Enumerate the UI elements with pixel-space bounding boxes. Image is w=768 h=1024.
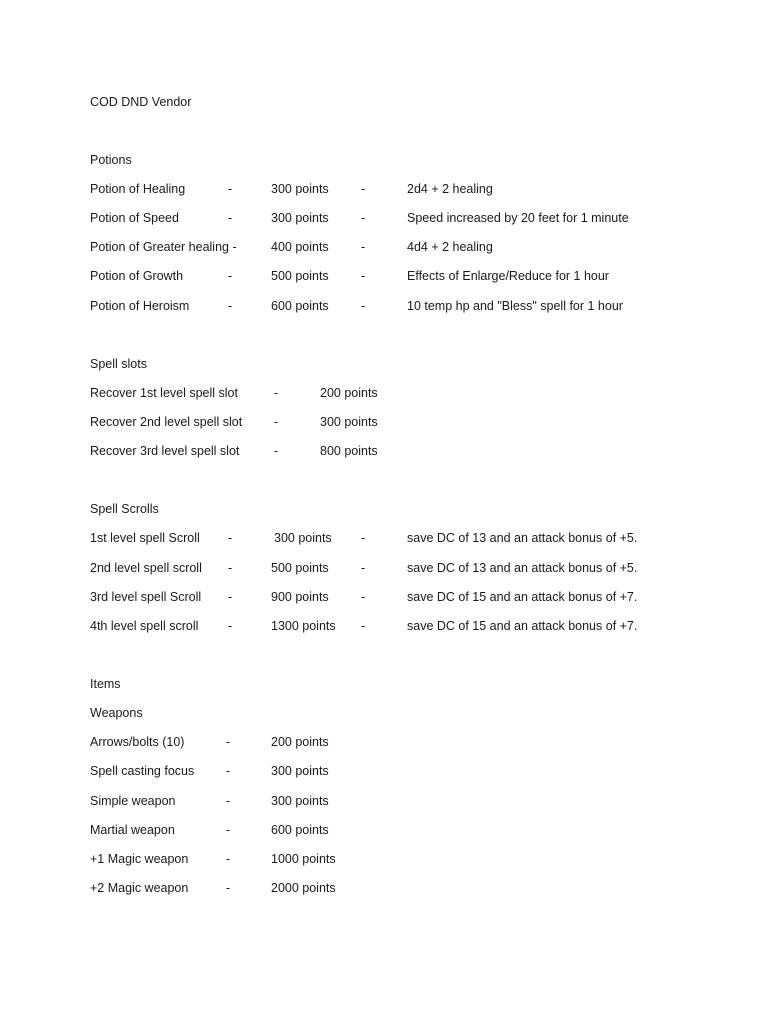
- separator: -: [361, 269, 366, 283]
- separator: -: [361, 561, 366, 575]
- scroll-effect: save DC of 13 and an attack bonus of +5.: [407, 531, 638, 545]
- section-heading-potions: Potions: [90, 153, 132, 167]
- potion-effect: 2d4 + 2 healing: [407, 182, 493, 196]
- weapon-name: Martial weapon: [90, 823, 175, 837]
- potion-effect: 4d4 + 2 healing: [407, 240, 493, 254]
- subheading-weapons: Weapons: [90, 706, 143, 720]
- potion-effect: 10 temp hp and "Bless" spell for 1 hour: [407, 299, 623, 313]
- potion-price: 600 points: [271, 299, 329, 313]
- separator: -: [361, 211, 366, 225]
- separator: -: [361, 182, 366, 196]
- separator: -: [228, 619, 233, 633]
- weapon-price: 600 points: [271, 823, 329, 837]
- separator: -: [226, 823, 231, 837]
- separator: -: [274, 415, 279, 429]
- separator: -: [226, 735, 231, 749]
- separator: -: [226, 764, 231, 778]
- scroll-effect: save DC of 13 and an attack bonus of +5.: [407, 561, 638, 575]
- scroll-price: 300 points: [274, 531, 332, 545]
- separator: -: [226, 881, 231, 895]
- separator: -: [228, 590, 233, 604]
- potion-price: 500 points: [271, 269, 329, 283]
- spell-slot-price: 200 points: [320, 386, 378, 400]
- spell-slot-price: 300 points: [320, 415, 378, 429]
- scroll-effect: save DC of 15 and an attack bonus of +7.: [407, 590, 638, 604]
- weapon-price: 200 points: [271, 735, 329, 749]
- potion-effect: Effects of Enlarge/Reduce for 1 hour: [407, 269, 609, 283]
- scroll-effect: save DC of 15 and an attack bonus of +7.: [407, 619, 638, 633]
- separator: -: [228, 269, 233, 283]
- separator: -: [228, 531, 233, 545]
- scroll-price: 500 points: [271, 561, 329, 575]
- scroll-price: 1300 points: [271, 619, 336, 633]
- separator: -: [228, 182, 233, 196]
- potion-name: Potion of Heroism: [90, 299, 190, 313]
- section-heading-spell-scrolls: Spell Scrolls: [90, 502, 159, 516]
- spell-slot-name: Recover 3rd level spell slot: [90, 444, 240, 458]
- weapon-name: +1 Magic weapon: [90, 852, 189, 866]
- scroll-name: 2nd level spell scroll: [90, 561, 202, 575]
- spell-slot-name: Recover 2nd level spell slot: [90, 415, 243, 429]
- weapon-price: 300 points: [271, 764, 329, 778]
- potion-effect: Speed increased by 20 feet for 1 minute: [407, 211, 629, 225]
- spell-slot-name: Recover 1st level spell slot: [90, 386, 238, 400]
- scroll-name: 3rd level spell Scroll: [90, 590, 202, 604]
- separator: -: [226, 852, 231, 866]
- potion-name: Potion of Growth: [90, 269, 184, 283]
- spell-slot-price: 800 points: [320, 444, 378, 458]
- separator: -: [226, 794, 231, 808]
- weapon-price: 1000 points: [271, 852, 336, 866]
- separator: -: [228, 561, 233, 575]
- separator: -: [361, 590, 366, 604]
- scroll-price: 900 points: [271, 590, 329, 604]
- separator: -: [274, 386, 279, 400]
- scroll-name: 1st level spell Scroll: [90, 531, 200, 545]
- separator: -: [274, 444, 279, 458]
- separator: -: [228, 211, 233, 225]
- scroll-name: 4th level spell scroll: [90, 619, 199, 633]
- weapon-name: Simple weapon: [90, 794, 176, 808]
- weapon-price: 300 points: [271, 794, 329, 808]
- weapon-name: Spell casting focus: [90, 764, 195, 778]
- weapon-name: Arrows/bolts (10): [90, 735, 185, 749]
- potion-name: Potion of Greater healing -: [90, 240, 237, 254]
- section-heading-items: Items: [90, 677, 121, 691]
- separator: -: [361, 531, 366, 545]
- separator: -: [361, 619, 366, 633]
- separator: -: [228, 299, 233, 313]
- weapon-price: 2000 points: [271, 881, 336, 895]
- potion-name: Potion of Healing: [90, 182, 186, 196]
- page-title: COD DND Vendor: [90, 95, 192, 109]
- separator: -: [361, 299, 366, 313]
- potion-price: 300 points: [271, 211, 329, 225]
- potion-name: Potion of Speed: [90, 211, 179, 225]
- section-heading-spell-slots: Spell slots: [90, 357, 147, 371]
- potion-price: 300 points: [271, 182, 329, 196]
- potion-price: 400 points: [271, 240, 329, 254]
- weapon-name: +2 Magic weapon: [90, 881, 189, 895]
- separator: -: [361, 240, 366, 254]
